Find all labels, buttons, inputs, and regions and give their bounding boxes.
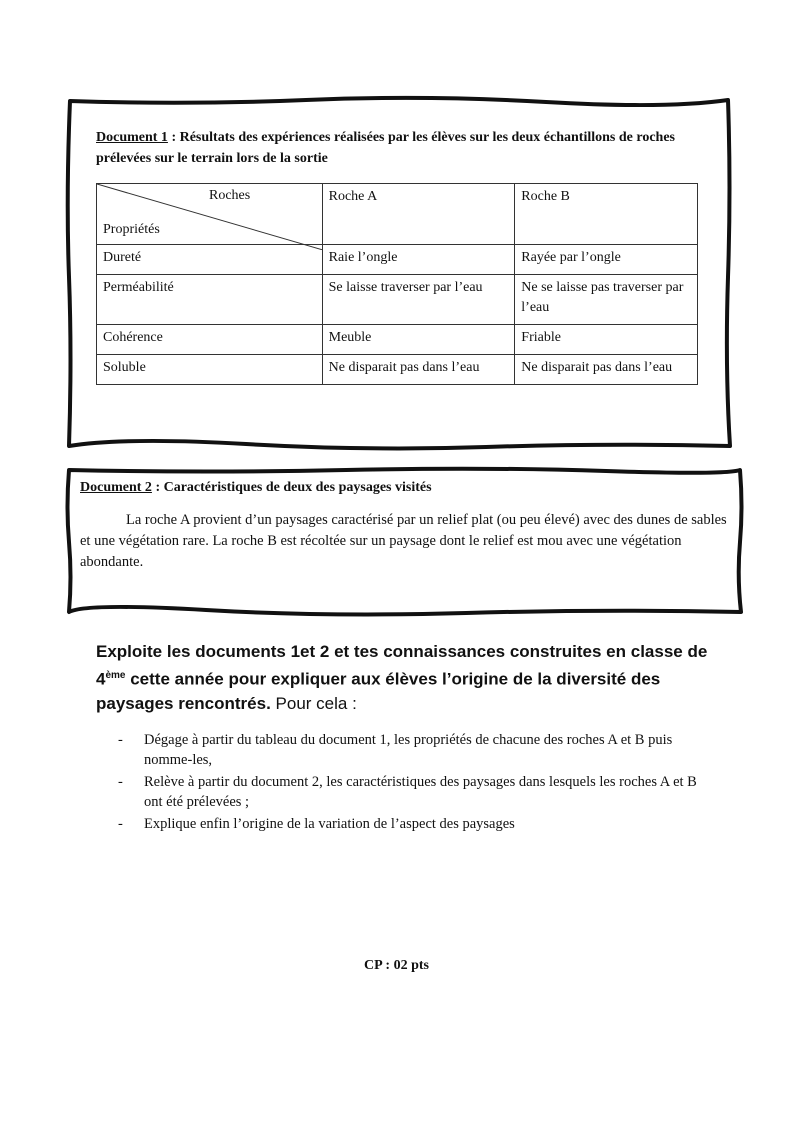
- roche-b-cell: Ne disparait pas dans l’eau: [515, 355, 698, 385]
- document-1-label: Document 1: [96, 130, 168, 145]
- dash-bullet: -: [118, 774, 123, 790]
- document-2-frame: [66, 467, 743, 615]
- roche-a-cell: Meuble: [322, 325, 515, 355]
- list-item: [118, 772, 708, 812]
- instruction-part-3: Pour cela :: [270, 693, 357, 713]
- instruction-text: [96, 640, 716, 716]
- roche-a-cell: Raie l’ongle: [322, 245, 515, 275]
- document-2-title-text: : Caractéristiques de deux des paysages visités: [151, 480, 432, 495]
- property-cell: Dureté: [97, 245, 323, 275]
- task-text: Explique enfin l’origine de la variation de l’aspect des paysages: [144, 816, 515, 832]
- rock-properties-table: [96, 183, 698, 385]
- column-header-roche-b: Roche B: [515, 184, 698, 245]
- corner-cell: [97, 184, 323, 245]
- document-2-title: [80, 477, 730, 498]
- property-cell: Perméabilité: [97, 275, 323, 325]
- document-2-label: Document 2: [80, 480, 152, 495]
- document-1-title-text: : Résultats des expériences réalisées par les élèves sur les deux échantillons de roches prélevées sur le terrain lors de la sortie: [96, 130, 675, 166]
- dash-bullet: -: [118, 816, 123, 832]
- roche-b-cell: Ne se laisse pas traverser par l’eau: [515, 275, 698, 325]
- document-1-frame: [66, 97, 731, 449]
- task-text: Relève à partir du document 2, les caractéristiques des paysages dans lesquels les roches A et B ont été prélevées ;: [144, 774, 697, 810]
- score-label: CP : 02 pts: [364, 958, 429, 973]
- table-row: [97, 275, 698, 325]
- table-row: [97, 325, 698, 355]
- property-cell: Soluble: [97, 355, 323, 385]
- task-text: Dégage à partir du tableau du document 1, les propriétés de chacune des roches A et B puis nomme-les,: [144, 732, 673, 768]
- task-list: [118, 730, 708, 836]
- corner-label-roches: Roches: [209, 188, 251, 203]
- roche-a-cell: Se laisse traverser par l’eau: [322, 275, 515, 325]
- document-2-paragraph: La roche A provient d’un paysages caractérisé par un relief plat (ou peu élevé) avec des dunes de sables et une végétation rare. La roche B est récoltée sur un paysage dont le relief est mou avec une végétation abondante.: [80, 512, 727, 570]
- instruction-superscript: ème: [105, 670, 126, 681]
- table-row: [97, 355, 698, 385]
- roche-b-cell: Rayée par l’ongle: [515, 245, 698, 275]
- property-cell: Cohérence: [97, 325, 323, 355]
- corner-label-proprietes: Propriétés: [103, 222, 160, 237]
- list-item: [118, 814, 708, 834]
- instruction-part-1: Exploite les documents 1et 2 et tes connaissances construites en classe de 4: [96, 642, 708, 689]
- roche-a-cell: Ne disparait pas dans l’eau: [322, 355, 515, 385]
- table-header-row: [97, 184, 698, 245]
- column-header-roche-a: Roche A: [322, 184, 515, 245]
- list-item: [118, 730, 708, 770]
- roche-b-cell: Friable: [515, 325, 698, 355]
- dash-bullet: -: [118, 732, 123, 748]
- instruction-part-2: cette année pour expliquer aux élèves l’origine de la diversité des paysages rencontrés.: [96, 669, 661, 713]
- document-1-title: [96, 127, 706, 169]
